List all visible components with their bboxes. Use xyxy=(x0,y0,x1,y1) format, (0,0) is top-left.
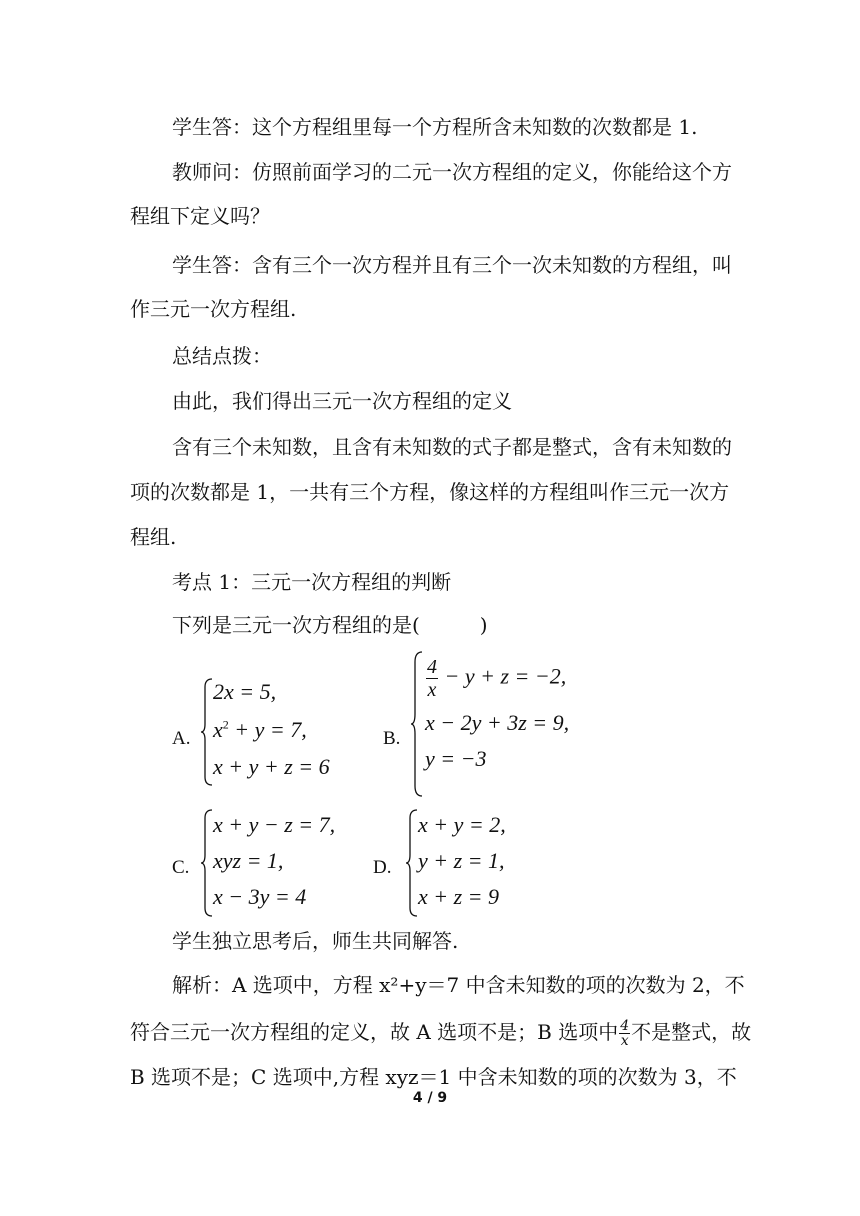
option-b-label: B. xyxy=(383,728,401,749)
option-c-eq2: xyz = 1, xyxy=(213,848,284,873)
paragraph-definition-line1: 含有三个未知数，且含有未知数的式子都是整式，含有未知数的 xyxy=(172,435,732,459)
paragraph-student-answer-2-line1: 学生答：含有三个一次方程并且有三个一次未知数的方程组，叫 xyxy=(172,253,732,277)
paragraph-definition-line2: 项的次数都是 1，一共有三个方程，像这样的方程组叫作三元一次方 xyxy=(130,480,730,504)
paragraph-definition-line3: 程组. xyxy=(130,525,177,549)
paragraph-exam-point: 考点 1：三元一次方程组的判断 xyxy=(172,570,452,594)
paragraph-analysis-line1: 解析：A 选项中，方程 x²+y＝7 中含未知数的项的次数为 2，不 xyxy=(172,973,745,997)
paragraph-analysis-line3: B 选项不是；C 选项中,方程 xyz＝1 中含未知数的项的次数为 3，不 xyxy=(130,1065,737,1089)
option-a-system xyxy=(200,677,340,787)
option-a-eq3: x + y + z = 6 xyxy=(213,754,330,779)
option-d-eq1: x + y = 2, xyxy=(418,812,506,837)
option-a-eq1: 2x = 5, xyxy=(213,679,277,704)
option-d-eq2: y + z = 1, xyxy=(418,848,505,873)
brace-icon xyxy=(410,650,424,798)
paragraph-analysis-line2: 符合三元一次方程组的定义，故 A 选项不是；B 选项中 $\frac{4}{x}$ 不是整式，故 xyxy=(130,1018,752,1049)
option-a-label: A. xyxy=(172,728,191,749)
option-c-system xyxy=(200,808,350,918)
option-b-eq1: $\frac{4}{x}$ − y + z = −2, xyxy=(427,656,567,701)
option-c-eq3: x − 3y = 4 xyxy=(213,884,307,909)
option-c-eq1: x + y − z = 7, xyxy=(213,812,336,837)
option-d-label: D. xyxy=(373,857,392,878)
option-a-eq2: $x^2 + y = 7$, xyxy=(213,717,307,742)
brace-icon xyxy=(405,808,419,918)
brace-icon xyxy=(200,808,214,918)
paragraph-student-answer-2-line2: 作三元一次方程组. xyxy=(130,297,297,321)
brace-icon xyxy=(200,677,214,787)
option-b-eq2: x − 2y + 3z = 9, xyxy=(425,710,570,735)
option-b-system xyxy=(410,650,570,798)
option-b-eq3: y = −3 xyxy=(425,746,487,771)
paragraph-student-answer-1: 学生答：这个方程组里每一个方程所含未知数的次数都是 1. xyxy=(172,115,698,139)
option-d-system xyxy=(405,808,525,918)
paragraph-summary-heading: 总结点拨： xyxy=(172,344,272,368)
paragraph-teacher-question-line2: 程组下定义吗？ xyxy=(130,204,270,228)
option-c-label: C. xyxy=(172,857,190,878)
paragraph-discussion: 学生独立思考后，师生共同解答. xyxy=(172,929,459,953)
paragraph-teacher-question-line1: 教师问：仿照前面学习的二元一次方程组的定义，你能给这个方 xyxy=(172,160,732,184)
paragraph-question: 下列是三元一次方程组的是( ) xyxy=(172,613,488,637)
paragraph-definition-intro: 由此，我们得出三元一次方程组的定义 xyxy=(172,389,512,413)
page-number: 4 / 9 xyxy=(412,1090,448,1106)
option-d-eq3: x + z = 9 xyxy=(418,884,500,909)
